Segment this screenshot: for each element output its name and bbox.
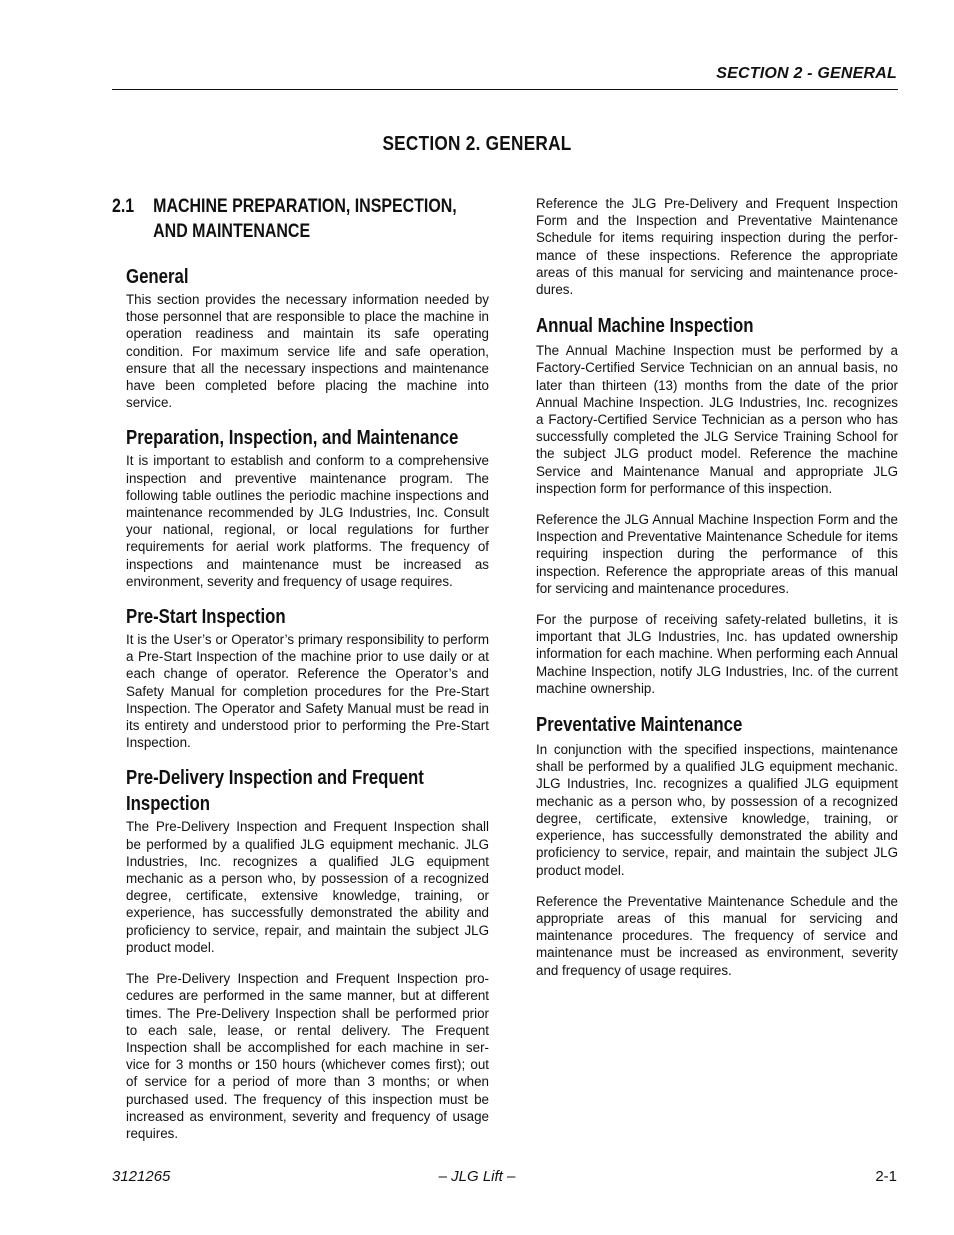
annual-paragraph-1: The Annual Machine Inspection must be performed by a Factory-Certified Service Technician on an annual basis, no later than thirteen (13) months from the date of the prior Annual Machine Inspection. JLG Industries, Inc. recognizes a Factory-Certified Service Technician as a person who has successfully completed the JLG Service Training School for the subject JLG product model. Reference the machine Service and Maintenance Manual and appropriate JLG inspection form for performance of this inspection. xyxy=(536,343,898,496)
main-heading-line2: AND MAINTENANCE xyxy=(153,221,311,242)
annual-paragraph-3: For the purpose of receiving safety-related bulletins, it is important that JLG Industries, Inc. has updated ownership information for each machine. When performing each Annual Machine Inspection, notify JLG Industries, Inc. of the current machine ownership. xyxy=(536,612,898,696)
preventative-paragraph-2: Reference the Preventative Maintenance Schedule and the appropriate areas of this manual for servicing and maintenance procedures. The frequency of service and maintenance must be increased as environment, severity and frequency of usage requires. xyxy=(536,893,898,978)
annual-heading: Annual Machine Inspection xyxy=(536,315,754,338)
main-heading-line1: MACHINE PREPARATION, INSPECTION, xyxy=(153,196,457,217)
main-heading xyxy=(112,194,457,244)
preventative-heading: Preventative Maintenance xyxy=(536,714,743,737)
predelivery-paragraph-2: The Pre-Delivery Inspection and Frequent Inspection procedures are performed in the same manner, but at different times. The Pre-Delivery Inspection shall be performed prior to each sale, lease, or rental delivery. The Frequent Inspection shall be accomplished for each machine in service for 3 months or 150 hours (whichever comes first); out of service for a period of more than 3 months; or when purchased used. The frequency of this inspection must be increased as environment, severity and frequency of usage requires. xyxy=(126,971,489,1141)
predelivery-heading-line1: Pre-Delivery Inspection and Frequent xyxy=(126,767,424,790)
predelivery-paragraph-1: The Pre-Delivery Inspection and Frequent Inspection shall be performed by a qualified JLG equipment mechanic. JLG Industries, Inc. recognizes a qualified JLG equipment mechanic as a person who, by possession of a recognized degree, certificate, extensive knowledge, training, or experience, has successfully demonstrated the ability and proficiency to service, repair, and maintain the subject JLG product model. xyxy=(126,819,489,955)
prestart-heading: Pre-Start Inspection xyxy=(126,606,286,629)
header-rule xyxy=(112,89,898,90)
footer-center-title: – JLG Lift – xyxy=(438,1168,516,1185)
subsection-general xyxy=(112,265,489,1142)
prep-paragraph: It is important to establish and conform to a comprehensive inspection and preventive maintenance program. The following table outlines the periodic machine inspections and maintenance recommended by JLG Industries, Inc. Consult your national, regional, or local regulations for further requirements for aerial work platforms. The frequency of inspections and maintenance must be increased as environment, severity and frequency of usage requires. xyxy=(126,453,489,589)
footer-doc-number: 3121265 xyxy=(112,1168,171,1185)
section-title: SECTION 2. GENERAL xyxy=(382,133,572,155)
prestart-paragraph: It is the User’s or Operator’s primary responsibility to perform a Pre-Start Inspection of the machine prior to use daily or at each change of operator. Reference the Operator’s and Safety Manual for completion procedures for the Pre-Start Inspection. The Operator and Safety Manual must be read in its entirety and understood prior to performing the Pre-Start Inspection. xyxy=(126,632,489,751)
general-paragraph: This section provides the necessary information needed by those personnel that are responsible to place the machine in operation readiness and maintain its safe operating condition. For maximum service life and safe operation, ensure that all the necessary inspections and maintenance have been completed before placing the machine into service. xyxy=(126,292,489,411)
prep-heading: Preparation, Inspection, and Maintenance xyxy=(126,427,459,450)
reference-predelivery-paragraph: Reference the JLG Pre-Delivery and Frequent Inspection Form and the Inspection and Preventative Maintenance Schedule for items requiring inspection during the performance of these inspections. Reference the appropriate areas of this manual for servicing and maintenance procedures. xyxy=(536,196,898,298)
left-column xyxy=(112,194,489,1142)
running-header: SECTION 2 - GENERAL xyxy=(716,65,897,82)
preventative-paragraph-1: In conjunction with the specified inspections, maintenance shall be performed by a qualified JLG equipment mechanic. JLG Industries, Inc. recognizes a qualified JLG equipment mechanic as a person who, by possession of a recognized degree, certificate, extensive knowledge, training, or experience, has successfully demonstrated the ability and proficiency to service, repair, and maintain the subject JLG product model. xyxy=(536,742,898,878)
predelivery-heading-line2: Inspection xyxy=(126,793,211,816)
main-heading-number: 2.1 xyxy=(112,196,135,217)
right-column xyxy=(536,195,898,979)
annual-paragraph-2: Reference the JLG Annual Machine Inspection Form and the Inspection and Preventative Maintenance Schedule for items requiring inspection during the performance of this inspection. Reference the appropriate areas of this manual for servicing and maintenance procedures. xyxy=(536,512,898,596)
general-heading: General xyxy=(126,266,189,288)
footer-page-number: 2-1 xyxy=(875,1168,897,1185)
